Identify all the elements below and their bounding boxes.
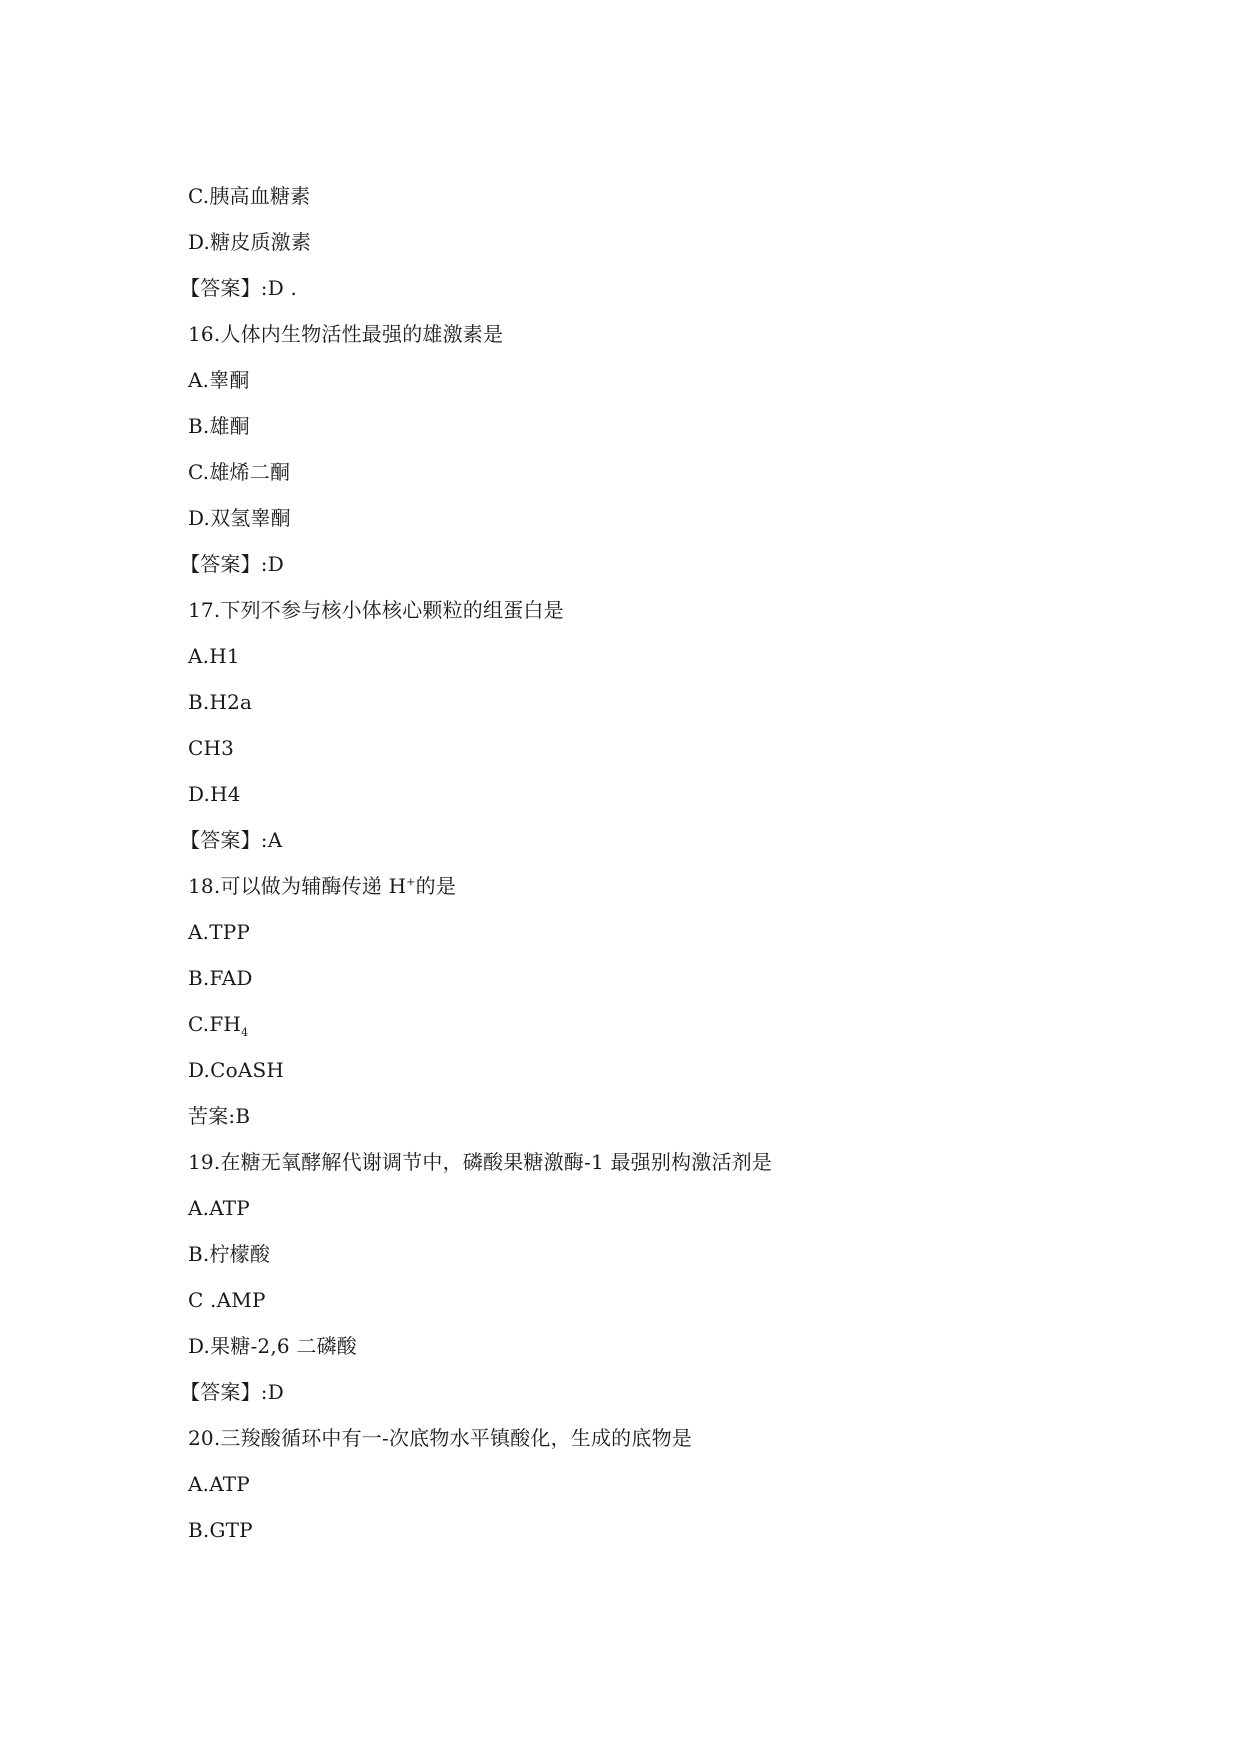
line-text: A.ATP xyxy=(188,1196,250,1220)
option-line xyxy=(188,219,1088,265)
answer-line xyxy=(180,265,1088,311)
line-text: D.H4 xyxy=(188,782,241,806)
line-text: A.H1 xyxy=(188,644,240,668)
option-line xyxy=(188,771,1088,817)
line-text: A.TPP xyxy=(188,920,251,944)
option-line xyxy=(188,1323,1088,1369)
option-line xyxy=(188,495,1088,541)
line-text: D.双氢睾酮 xyxy=(188,506,291,530)
option-line xyxy=(188,173,1088,219)
option-line xyxy=(188,909,1088,955)
answer-line xyxy=(180,541,1088,587)
line-text: C .AMP xyxy=(188,1288,266,1312)
line-text-suffix: 的是 xyxy=(415,874,457,898)
line-text: B.GTP xyxy=(188,1518,253,1542)
option-line xyxy=(188,403,1088,449)
line-text: C.胰高血糖素 xyxy=(188,184,311,208)
line-text: A.ATP xyxy=(188,1472,250,1496)
option-line xyxy=(188,1461,1088,1507)
line-text: D.CoASH xyxy=(188,1058,285,1082)
option-line xyxy=(188,1047,1088,1093)
option-line xyxy=(188,633,1088,679)
answer-line xyxy=(180,1369,1088,1415)
option-line xyxy=(188,1093,1088,1139)
option-line xyxy=(188,1231,1088,1277)
line-text: 19.在糖无氧酵解代谢调节中，磷酸果糖激酶-1 最强别构激活剂是 xyxy=(188,1150,773,1174)
option-line xyxy=(188,357,1088,403)
line-text: 【答案】:D xyxy=(180,1380,284,1404)
question-list xyxy=(180,173,1088,1553)
line-text: C.FH xyxy=(188,1012,242,1036)
line-text: C.雄烯二酮 xyxy=(188,460,291,484)
line-text: 【答案】:D . xyxy=(180,276,298,300)
option-line xyxy=(188,1185,1088,1231)
line-text: 18.可以做为辅酶传递 H xyxy=(188,874,407,898)
line-text: B.FAD xyxy=(188,966,253,990)
question-text xyxy=(188,1139,1088,1185)
line-text: CH3 xyxy=(188,736,235,760)
question-text xyxy=(188,587,1088,633)
line-text: B.雄酮 xyxy=(188,414,250,438)
line-text: 16.人体内生物活性最强的雄激素是 xyxy=(188,322,504,346)
option-line xyxy=(188,955,1088,1001)
line-text: D.果糖-2,6 二磷酸 xyxy=(188,1334,358,1358)
line-text: 苦案:B xyxy=(188,1104,251,1128)
option-line xyxy=(188,1001,1088,1047)
answer-line xyxy=(180,817,1088,863)
option-line xyxy=(188,679,1088,725)
line-text: B.H2a xyxy=(188,690,253,714)
option-line xyxy=(188,449,1088,495)
superscript: + xyxy=(406,875,416,889)
line-text: 【答案】:D xyxy=(180,552,284,576)
line-text: 17.下列不参与核小体核心颗粒的组蛋白是 xyxy=(188,598,564,622)
line-text: B.柠檬酸 xyxy=(188,1242,271,1266)
option-line xyxy=(188,1277,1088,1323)
line-text: 【答案】:A xyxy=(180,828,283,852)
question-text xyxy=(188,1415,1088,1461)
line-text: A.睾酮 xyxy=(188,368,250,392)
question-text xyxy=(188,863,1088,909)
question-text xyxy=(188,311,1088,357)
option-line xyxy=(188,725,1088,771)
subscript: 4 xyxy=(241,1026,249,1039)
option-line xyxy=(188,1507,1088,1553)
line-text: 20.三羧酸循环中有一-次底物水平镇酸化，生成的底物是 xyxy=(188,1426,692,1450)
line-text: D.糖皮质激素 xyxy=(188,230,312,254)
